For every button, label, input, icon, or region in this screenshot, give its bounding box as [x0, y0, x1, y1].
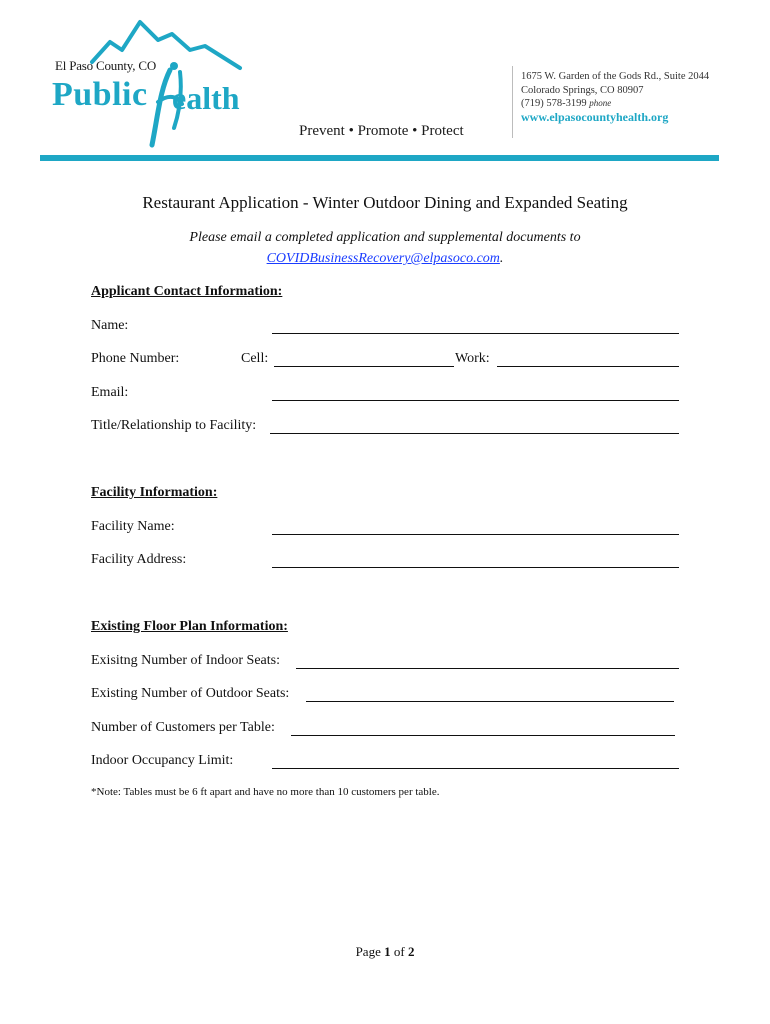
cell-field[interactable] — [274, 366, 454, 367]
county-name: El Paso County, CO — [55, 58, 157, 73]
customers-per-table-label: Number of Customers per Table: — [91, 720, 275, 735]
name-label: Name: — [91, 318, 129, 333]
work-field[interactable] — [497, 366, 679, 367]
page-total: 2 — [407, 944, 415, 959]
customers-per-table-field[interactable] — [291, 735, 675, 736]
facility-address-field[interactable] — [272, 567, 679, 568]
occupancy-limit-label: Indoor Occupancy Limit: — [91, 753, 234, 768]
email-field[interactable] — [272, 400, 679, 401]
address-divider — [512, 66, 513, 138]
outdoor-seats-field[interactable] — [306, 701, 674, 702]
address-block — [521, 70, 709, 111]
phone-line — [521, 97, 709, 111]
email-line — [0, 251, 770, 267]
email-label: Email: — [91, 385, 129, 400]
brand-health: ealth — [172, 80, 240, 116]
page-current: 1 — [384, 944, 391, 959]
name-field[interactable] — [272, 333, 679, 334]
work-label: Work: — [455, 351, 490, 366]
indoor-seats-field[interactable] — [296, 668, 679, 669]
occupancy-limit-field[interactable] — [272, 768, 679, 769]
instruction-text: Please email a completed application and supplemental documents to — [189, 230, 581, 245]
phone-tag: phone — [589, 98, 612, 108]
outdoor-seats-label: Existing Number of Outdoor Seats: — [91, 686, 290, 701]
page-footer — [0, 944, 770, 960]
email-suffix: . — [499, 251, 504, 266]
phone-number: (719) 578-3199 — [521, 98, 587, 109]
address-line-1: 1675 W. Garden of the Gods Rd., Suite 2044 — [521, 71, 710, 82]
website-link[interactable]: www.elpasocountyhealth.org — [521, 110, 669, 124]
indoor-seats-label: Exisitng Number of Indoor Seats: — [91, 653, 280, 668]
tables-note: *Note: Tables must be 6 ft apart and have no more than 10 customers per table. — [91, 786, 440, 798]
phone-label: Phone Number: — [91, 351, 180, 366]
facility-address-label: Facility Address: — [91, 552, 187, 567]
floor-plan-heading: Existing Floor Plan Information: — [91, 619, 288, 634]
figure-swoosh-icon — [152, 70, 170, 145]
page-word: Page — [355, 944, 381, 959]
title-relationship-field[interactable] — [270, 433, 679, 434]
email-link[interactable]: COVIDBusinessRecovery@elpasoco.com — [266, 251, 500, 266]
cell-label: Cell: — [241, 351, 269, 366]
facility-heading: Facility Information: — [91, 485, 218, 500]
tagline: Prevent • Promote • Protect — [299, 123, 464, 139]
facility-name-field[interactable] — [272, 534, 679, 535]
applicant-heading: Applicant Contact Information: — [91, 284, 283, 299]
header-divider — [40, 155, 719, 161]
brand-public: Public — [52, 76, 148, 113]
title-relationship-label: Title/Relationship to Facility: — [91, 418, 257, 433]
document-title: Restaurant Application - Winter Outdoor Dining and Expanded Seating — [142, 193, 628, 212]
facility-name-label: Facility Name: — [91, 519, 175, 534]
address-line-2: Colorado Springs, CO 80907 — [521, 84, 644, 96]
of-word: of — [393, 944, 405, 959]
